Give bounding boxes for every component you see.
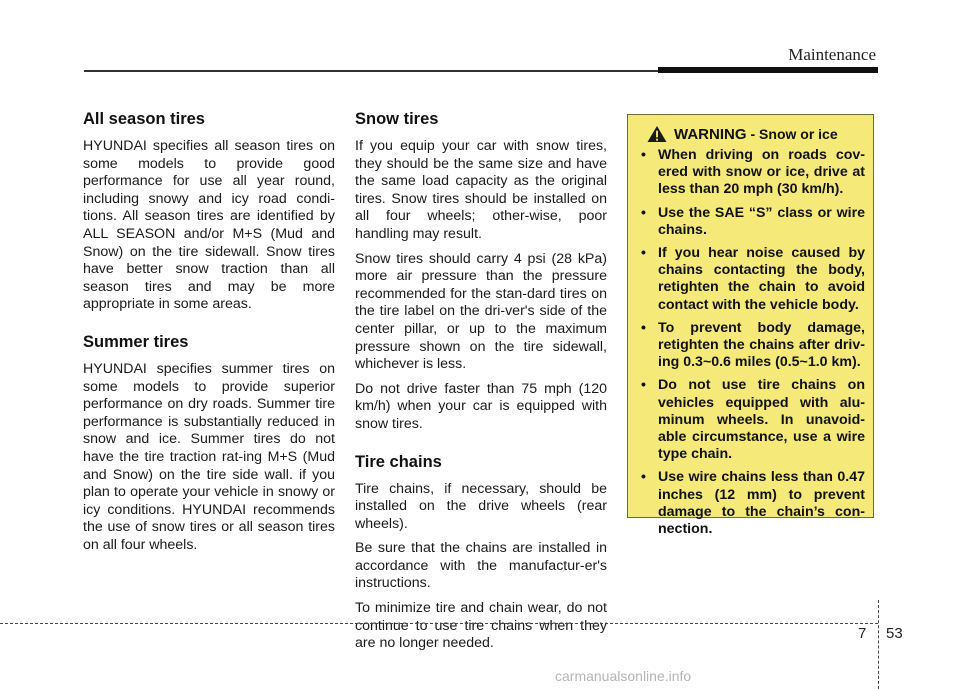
- section-heading-all-season-tires: All season tires: [83, 110, 205, 128]
- paragraph: If you equip your car with snow tires, they should be the same size and have the same load capacity as the original tires. Snow tires should be installed on all four wheels; other-wise, poor handling may result.: [355, 138, 607, 242]
- paragraph: HYUNDAI specifies summer tires on some models to provide superior performance on dry roads. Summer tire performance is substantially reduced in snow and ice. Summer tires do not have the tire traction rat-ing M+S (Mud and Snow) on the tire side wall. if you plan to operate your vehicle in snowy or icy conditions. HYUNDAI recommends the use of snow tires or all season tires on all four wheels.: [83, 360, 335, 553]
- warning-list: [638, 147, 865, 538]
- warning-item: • To prevent body damage, retighten the chains after driv-ing 0.3~0.6 miles (0.5~1.0 km).: [638, 320, 865, 372]
- paragraph: Be sure that the chains are installed in accordance with the manufactur-er's instructions.: [355, 540, 607, 592]
- warning-item: • Do not use tire chains on vehicles equipped with alu-minum wheels. In unavoid-able circumstance, use a wire type chain.: [638, 377, 865, 463]
- middle-column: [355, 110, 607, 660]
- left-column: [83, 110, 335, 561]
- warning-item: • If you hear noise caused by chains contacting the body, retighten the chain to avoid contact with the vehicle body.: [638, 245, 865, 314]
- chapter-number: 7: [858, 625, 867, 642]
- paragraph: HYUNDAI specifies all season tires on some models to provide good performance for use all year round, including snowy and icy road condi-tions. All season tires are identified by ALL SEASON and/or M+S (Mud and Snow) on the tire sidewall. Snow tires have better snow traction than all season tires and may be more appropriate in some areas.: [83, 138, 335, 313]
- section-heading-snow-tires: Snow tires: [355, 110, 439, 128]
- header-rule-accent: [658, 67, 878, 73]
- page-header-title: Maintenance: [788, 45, 876, 64]
- warning-item: • When driving on roads cov-ered with snow or ice, drive at less than 20 mph (30 km/h).: [638, 147, 865, 199]
- footer-rule: [0, 623, 878, 624]
- header-rule: [84, 70, 658, 72]
- watermark: carmanualsonline.info: [555, 668, 692, 684]
- section-heading-tire-chains: Tire chains: [355, 452, 442, 471]
- warning-triangle-icon: [646, 125, 668, 143]
- paragraph: Do not drive faster than 75 mph (120 km/h) when your car is equipped with snow tires.: [355, 380, 607, 432]
- warning-item: • Use the SAE “S” class or wire chains.: [638, 205, 865, 239]
- warning-box: [627, 114, 874, 538]
- section-heading-summer-tires: Summer tires: [83, 332, 189, 351]
- warning-item: • Use wire chains less than 0.47 inches (12 mm) to prevent damage to the chain’s con-nection.: [638, 469, 865, 538]
- paragraph: Snow tires should carry 4 psi (28 kPa) more air pressure than the pressure recommended for the stan-dard tires on the tire label on the dri-ver's side of the center pillar, or up to the maximum pressure shown on the tire sidewall, whichever is less.: [355, 250, 607, 373]
- paragraph: Tire chains, if necessary, should be installed on the drive wheels (rear wheels).: [355, 480, 607, 532]
- page-number: 53: [886, 625, 903, 642]
- footer-divider: [878, 600, 879, 689]
- paragraph: To minimize tire and chain wear, do not continue to use tire chains when they are no longer needed.: [355, 600, 607, 652]
- warning-subtitle: - Snow or ice: [750, 126, 838, 142]
- warning-header: [646, 125, 865, 143]
- warning-title: WARNING: [674, 125, 747, 143]
